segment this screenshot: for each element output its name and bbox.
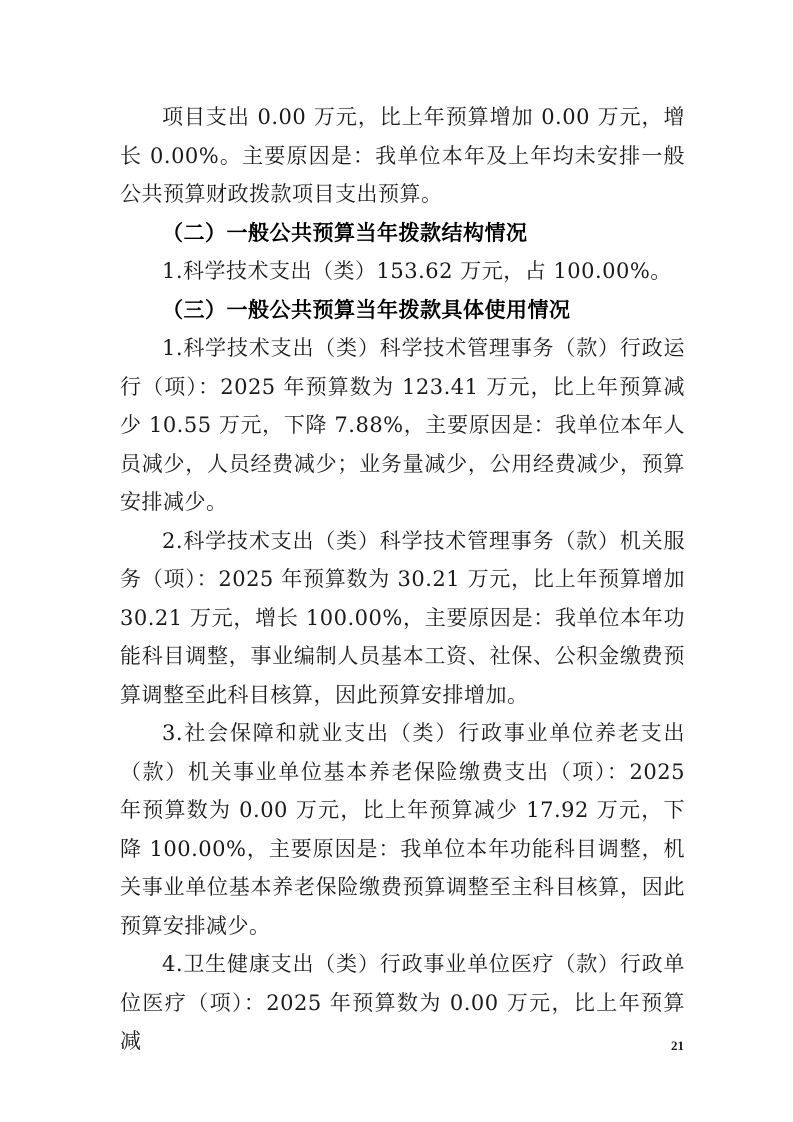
paragraph-item-4-medical: 4.卫生健康支出（类）行政事业单位医疗（款）行政单位医疗（项）：2025 年预算数为 0.00 万元，比上年预算减 [120,952,685,1053]
section-heading-allocation-usage: （三）一般公共预算当年拨款具体使用情况 [162,296,571,322]
paragraph-item-1-admin-operation: 1.科学技术支出（类）科学技术管理事务（款）行政运行（项）：2025 年预算数为 123.41 万元，比上年预算减少 10.55 万元，下降 7.88%，主要原因是：我单位本年人员减少，人员经费减少；业务量减少，公用经费减少，预算安排减少。 [120,336,685,514]
page-number: 21 [671,1038,684,1053]
paragraph-item-3-pension-insurance: 3.社会保障和就业支出（类）行政事业单位养老支出（款）机关事业单位基本养老保险缴费支出（项）：2025 年预算数为 0.00 万元，比上年预算减少 17.92 万元，下降 100.00%，主要原因是：我单位本年功能科目调整，机关事业单位基本养老保险缴费预算调整至主科目核算，因此预算安排减少。 [120,721,685,938]
paragraph-project-expenditure: 项目支出 0.00 万元，比上年预算增加 0.00 万元，增长 0.00%。主要原因是：我单位本年及上年均未安排一般公共预算财政拨款项目支出预算。 [120,105,685,206]
paragraph-item-2-agency-services: 2.科学技术支出（类）科学技术管理事务（款）机关服务（项）：2025 年预算数为 30.21 万元，比上年预算增加 30.21 万元，增长 100.00%，主要原因是：我单位本年功能科目调整，事业编制人员基本工资、社保、公积金缴费预算调整至此科目核算，因此预算安排增加。 [120,528,685,707]
document-body [120,98,685,1061]
section-heading-allocation-structure: （二）一般公共预算当年拨款结构情况 [162,219,528,245]
paragraph-science-tech-total: 1.科学技术支出（类）153.62 万元，占 100.00%。 [162,259,672,283]
